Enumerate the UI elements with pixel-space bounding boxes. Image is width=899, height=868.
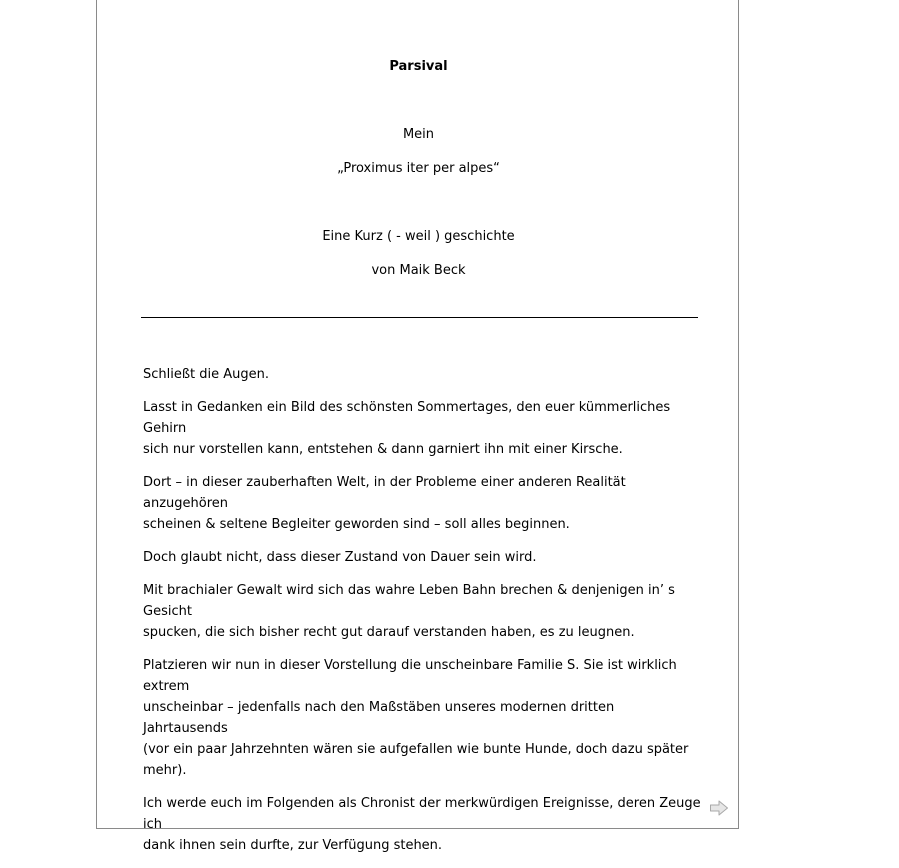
next-page-button[interactable] xyxy=(709,799,729,817)
paragraph: Dort – in dieser zauberhaften Welt, in der Probleme einer anderen Realität anzugehören scheinen & seltene Begleiter geworden sind – soll alles beginnen. xyxy=(143,475,626,532)
subtitle-line-1: Mein xyxy=(402,127,435,142)
horizontal-rule xyxy=(141,317,698,318)
document-page xyxy=(96,0,739,853)
paragraph: Mit brachialer Gewalt wird sich das wahre Leben Bahn brechen & denjenigen in’ s Gesicht spucken, die sich bisher recht gut darauf verstanden haben, es zu leugnen. xyxy=(143,583,675,640)
paragraph: Doch glaubt nicht, dass dieser Zustand von Dauer sein wird. xyxy=(143,550,537,565)
paragraph: Ich werde euch im Folgenden als Chronist der merkwürdigen Ereignisse, deren Zeuge ich dank ihnen sein durfte, zur Verfügung stehen. xyxy=(143,796,701,853)
paragraph: Schließt die Augen. xyxy=(143,367,270,382)
author-line: von Maik Beck xyxy=(371,263,466,278)
document-title: Parsival xyxy=(389,59,448,74)
body-text xyxy=(143,364,703,868)
arrow-right-icon xyxy=(709,799,729,817)
paragraph: Lasst in Gedanken ein Bild des schönsten Sommertages, den euer kümmerliches Gehirn sich nur vorstellen kann, entstehen & dann garniert ihn mit einer Kirsche. xyxy=(143,400,671,457)
subtitle-line-2: „Proximus iter per alpes“ xyxy=(337,161,500,176)
paragraph: Platzieren wir nun in dieser Vorstellung die unscheinbare Familie S. Sie ist wirklich extrem unscheinbar – jedenfalls nach den Maßstäben unseres modernen dritten Jahrtausends (vor ein paar Jahrzehnten wären sie aufgefallen wie bunte Hunde, doch dazu später mehr). xyxy=(143,658,689,778)
subtitle-line-3: Eine Kurz ( - weil ) geschichte xyxy=(322,229,515,244)
